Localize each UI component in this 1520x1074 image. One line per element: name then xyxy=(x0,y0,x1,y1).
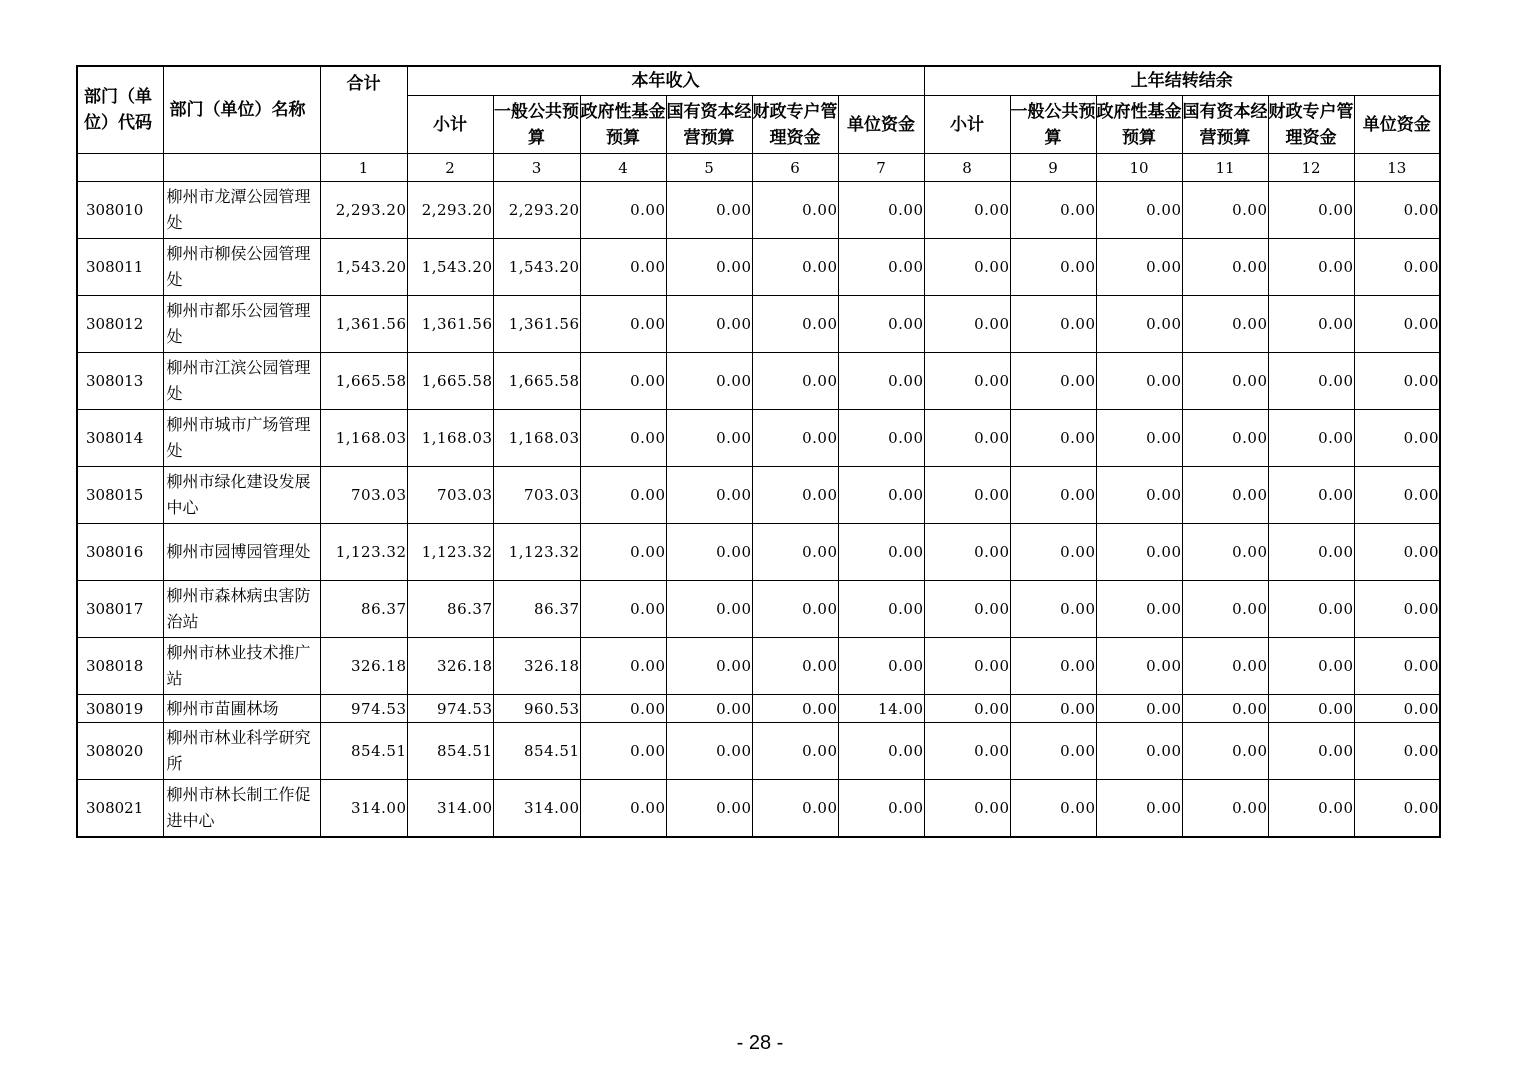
amount-cell-col-1: 1,168.03 xyxy=(320,410,407,467)
amount-cell-col-12: 0.00 xyxy=(1268,467,1354,524)
dept-code-cell: 308018 xyxy=(77,638,163,695)
amount-cell-col-13: 0.00 xyxy=(1354,353,1440,410)
amount-cell-col-2: 854.51 xyxy=(407,723,493,780)
header-prior-col-4: 国有资本经营预算 xyxy=(1182,96,1268,154)
header-number-blank-code xyxy=(163,154,320,182)
amount-cell-col-13: 0.00 xyxy=(1354,182,1440,239)
column-number-12: 12 xyxy=(1268,154,1354,182)
table-header xyxy=(77,66,1440,182)
table-row xyxy=(77,581,1440,638)
amount-cell-col-9: 0.00 xyxy=(1010,581,1096,638)
dept-code-cell: 308016 xyxy=(77,524,163,581)
amount-cell-col-10: 0.00 xyxy=(1096,723,1182,780)
amount-cell-col-2: 1,543.20 xyxy=(407,239,493,296)
amount-cell-col-2: 1,361.56 xyxy=(407,296,493,353)
table-row xyxy=(77,353,1440,410)
dept-name-cell: 柳州市龙潭公园管理处 xyxy=(163,182,320,239)
amount-cell-col-9: 0.00 xyxy=(1010,353,1096,410)
amount-cell-col-7: 0.00 xyxy=(838,182,924,239)
amount-cell-col-3: 86.37 xyxy=(493,581,580,638)
header-current-col-6: 单位资金 xyxy=(838,96,924,154)
table-row xyxy=(77,638,1440,695)
amount-cell-col-12: 0.00 xyxy=(1268,638,1354,695)
column-number-6: 6 xyxy=(752,154,838,182)
dept-code-cell: 308014 xyxy=(77,410,163,467)
amount-cell-col-6: 0.00 xyxy=(752,581,838,638)
amount-cell-col-5: 0.00 xyxy=(666,182,752,239)
amount-cell-col-8: 0.00 xyxy=(924,182,1010,239)
amount-cell-col-4: 0.00 xyxy=(580,638,666,695)
amount-cell-col-5: 0.00 xyxy=(666,581,752,638)
amount-cell-col-10: 0.00 xyxy=(1096,524,1182,581)
amount-cell-col-11: 0.00 xyxy=(1182,780,1268,838)
amount-cell-col-7: 0.00 xyxy=(838,296,924,353)
amount-cell-col-5: 0.00 xyxy=(666,410,752,467)
amount-cell-col-13: 0.00 xyxy=(1354,695,1440,723)
amount-cell-col-11: 0.00 xyxy=(1182,695,1268,723)
amount-cell-col-12: 0.00 xyxy=(1268,524,1354,581)
table-row xyxy=(77,723,1440,780)
amount-cell-col-8: 0.00 xyxy=(924,410,1010,467)
amount-cell-col-8: 0.00 xyxy=(924,239,1010,296)
header-current-col-3: 政府性基金预算 xyxy=(580,96,666,154)
amount-cell-col-1: 1,665.58 xyxy=(320,353,407,410)
amount-cell-col-11: 0.00 xyxy=(1182,296,1268,353)
amount-cell-col-5: 0.00 xyxy=(666,638,752,695)
amount-cell-col-13: 0.00 xyxy=(1354,467,1440,524)
column-number-9: 9 xyxy=(1010,154,1096,182)
amount-cell-col-3: 2,293.20 xyxy=(493,182,580,239)
amount-cell-col-8: 0.00 xyxy=(924,723,1010,780)
amount-cell-col-11: 0.00 xyxy=(1182,353,1268,410)
amount-cell-col-4: 0.00 xyxy=(580,182,666,239)
amount-cell-col-5: 0.00 xyxy=(666,296,752,353)
amount-cell-col-2: 1,665.58 xyxy=(407,353,493,410)
amount-cell-col-5: 0.00 xyxy=(666,723,752,780)
table-row xyxy=(77,410,1440,467)
amount-cell-col-6: 0.00 xyxy=(752,638,838,695)
dept-name-cell: 柳州市林业科学研究所 xyxy=(163,723,320,780)
dept-name-cell: 柳州市都乐公园管理处 xyxy=(163,296,320,353)
amount-cell-col-3: 1,168.03 xyxy=(493,410,580,467)
amount-cell-col-2: 2,293.20 xyxy=(407,182,493,239)
dept-code-cell: 308011 xyxy=(77,239,163,296)
column-number-7: 7 xyxy=(838,154,924,182)
amount-cell-col-7: 0.00 xyxy=(838,638,924,695)
amount-cell-col-7: 14.00 xyxy=(838,695,924,723)
dept-code-cell: 308021 xyxy=(77,780,163,838)
header-current-col-2: 一般公共预算 xyxy=(493,96,580,154)
header-dept-name: 部门（单位）名称 xyxy=(163,66,320,154)
amount-cell-col-6: 0.00 xyxy=(752,182,838,239)
amount-cell-col-3: 326.18 xyxy=(493,638,580,695)
amount-cell-col-3: 1,123.32 xyxy=(493,524,580,581)
header-total: 合计 xyxy=(320,66,407,154)
amount-cell-col-5: 0.00 xyxy=(666,695,752,723)
amount-cell-col-12: 0.00 xyxy=(1268,182,1354,239)
amount-cell-col-3: 703.03 xyxy=(493,467,580,524)
amount-cell-col-4: 0.00 xyxy=(580,239,666,296)
dept-code-cell: 308013 xyxy=(77,353,163,410)
amount-cell-col-13: 0.00 xyxy=(1354,780,1440,838)
amount-cell-col-7: 0.00 xyxy=(838,581,924,638)
amount-cell-col-10: 0.00 xyxy=(1096,239,1182,296)
amount-cell-col-11: 0.00 xyxy=(1182,723,1268,780)
amount-cell-col-2: 974.53 xyxy=(407,695,493,723)
amount-cell-col-11: 0.00 xyxy=(1182,638,1268,695)
amount-cell-col-6: 0.00 xyxy=(752,239,838,296)
amount-cell-col-13: 0.00 xyxy=(1354,638,1440,695)
column-number-4: 4 xyxy=(580,154,666,182)
amount-cell-col-4: 0.00 xyxy=(580,524,666,581)
amount-cell-col-10: 0.00 xyxy=(1096,638,1182,695)
table-row xyxy=(77,695,1440,723)
header-number-blank-name xyxy=(77,154,163,182)
amount-cell-col-2: 703.03 xyxy=(407,467,493,524)
amount-cell-col-11: 0.00 xyxy=(1182,239,1268,296)
amount-cell-col-13: 0.00 xyxy=(1354,239,1440,296)
amount-cell-col-1: 854.51 xyxy=(320,723,407,780)
dept-name-cell: 柳州市绿化建设发展中心 xyxy=(163,467,320,524)
header-dept-code: 部门（单位）代码 xyxy=(77,66,163,154)
column-number-3: 3 xyxy=(493,154,580,182)
amount-cell-col-9: 0.00 xyxy=(1010,695,1096,723)
amount-cell-col-13: 0.00 xyxy=(1354,410,1440,467)
amount-cell-col-4: 0.00 xyxy=(580,723,666,780)
dept-name-cell: 柳州市林长制工作促进中心 xyxy=(163,780,320,838)
table-row xyxy=(77,182,1440,239)
amount-cell-col-9: 0.00 xyxy=(1010,239,1096,296)
dept-code-cell: 308010 xyxy=(77,182,163,239)
header-group-current-year: 本年收入 xyxy=(407,66,924,96)
table-row xyxy=(77,524,1440,581)
amount-cell-col-8: 0.00 xyxy=(924,780,1010,838)
amount-cell-col-1: 326.18 xyxy=(320,638,407,695)
dept-name-cell: 柳州市园博园管理处 xyxy=(163,524,320,581)
header-prior-col-6: 单位资金 xyxy=(1354,96,1440,154)
header-prior-col-1: 小计 xyxy=(924,96,1010,154)
amount-cell-col-3: 1,665.58 xyxy=(493,353,580,410)
dept-name-cell: 柳州市柳侯公园管理处 xyxy=(163,239,320,296)
amount-cell-col-7: 0.00 xyxy=(838,780,924,838)
amount-cell-col-8: 0.00 xyxy=(924,581,1010,638)
amount-cell-col-2: 1,123.32 xyxy=(407,524,493,581)
amount-cell-col-7: 0.00 xyxy=(838,410,924,467)
amount-cell-col-6: 0.00 xyxy=(752,695,838,723)
column-number-5: 5 xyxy=(666,154,752,182)
amount-cell-col-1: 2,293.20 xyxy=(320,182,407,239)
amount-cell-col-2: 86.37 xyxy=(407,581,493,638)
amount-cell-col-3: 314.00 xyxy=(493,780,580,838)
amount-cell-col-4: 0.00 xyxy=(580,695,666,723)
amount-cell-col-2: 326.18 xyxy=(407,638,493,695)
amount-cell-col-1: 1,361.56 xyxy=(320,296,407,353)
table-row xyxy=(77,780,1440,838)
amount-cell-col-10: 0.00 xyxy=(1096,296,1182,353)
amount-cell-col-10: 0.00 xyxy=(1096,581,1182,638)
header-current-col-4: 国有资本经营预算 xyxy=(666,96,752,154)
dept-name-cell: 柳州市森林病虫害防治站 xyxy=(163,581,320,638)
dept-name-cell: 柳州市林业技术推广站 xyxy=(163,638,320,695)
header-current-col-5: 财政专户管理资金 xyxy=(752,96,838,154)
amount-cell-col-12: 0.00 xyxy=(1268,780,1354,838)
table-body xyxy=(77,182,1440,838)
amount-cell-col-10: 0.00 xyxy=(1096,353,1182,410)
amount-cell-col-5: 0.00 xyxy=(666,467,752,524)
table-row xyxy=(77,296,1440,353)
dept-code-cell: 308012 xyxy=(77,296,163,353)
amount-cell-col-1: 1,123.32 xyxy=(320,524,407,581)
table-row xyxy=(77,239,1440,296)
dept-code-cell: 308015 xyxy=(77,467,163,524)
header-prior-col-2: 一般公共预算 xyxy=(1010,96,1096,154)
column-number-11: 11 xyxy=(1182,154,1268,182)
dept-name-cell: 柳州市苗圃林场 xyxy=(163,695,320,723)
amount-cell-col-9: 0.00 xyxy=(1010,182,1096,239)
amount-cell-col-1: 314.00 xyxy=(320,780,407,838)
amount-cell-col-11: 0.00 xyxy=(1182,410,1268,467)
amount-cell-col-6: 0.00 xyxy=(752,410,838,467)
amount-cell-col-9: 0.00 xyxy=(1010,638,1096,695)
amount-cell-col-6: 0.00 xyxy=(752,723,838,780)
amount-cell-col-11: 0.00 xyxy=(1182,581,1268,638)
amount-cell-col-3: 1,361.56 xyxy=(493,296,580,353)
dept-code-cell: 308020 xyxy=(77,723,163,780)
column-number-8: 8 xyxy=(924,154,1010,182)
amount-cell-col-6: 0.00 xyxy=(752,353,838,410)
amount-cell-col-1: 703.03 xyxy=(320,467,407,524)
amount-cell-col-13: 0.00 xyxy=(1354,581,1440,638)
amount-cell-col-8: 0.00 xyxy=(924,296,1010,353)
amount-cell-col-7: 0.00 xyxy=(838,524,924,581)
amount-cell-col-4: 0.00 xyxy=(580,296,666,353)
amount-cell-col-7: 0.00 xyxy=(838,467,924,524)
amount-cell-col-13: 0.00 xyxy=(1354,723,1440,780)
amount-cell-col-7: 0.00 xyxy=(838,723,924,780)
header-prior-col-5: 财政专户管理资金 xyxy=(1268,96,1354,154)
header-column-numbers-row xyxy=(77,154,1440,182)
budget-table xyxy=(76,65,1441,838)
amount-cell-col-13: 0.00 xyxy=(1354,296,1440,353)
header-current-col-1: 小计 xyxy=(407,96,493,154)
dept-code-cell: 308019 xyxy=(77,695,163,723)
amount-cell-col-10: 0.00 xyxy=(1096,780,1182,838)
amount-cell-col-8: 0.00 xyxy=(924,695,1010,723)
amount-cell-col-2: 314.00 xyxy=(407,780,493,838)
table-row xyxy=(77,467,1440,524)
amount-cell-col-5: 0.00 xyxy=(666,353,752,410)
amount-cell-col-12: 0.00 xyxy=(1268,239,1354,296)
amount-cell-col-6: 0.00 xyxy=(752,467,838,524)
amount-cell-col-12: 0.00 xyxy=(1268,296,1354,353)
amount-cell-col-10: 0.00 xyxy=(1096,695,1182,723)
amount-cell-col-6: 0.00 xyxy=(752,780,838,838)
dept-name-cell: 柳州市江滨公园管理处 xyxy=(163,353,320,410)
amount-cell-col-8: 0.00 xyxy=(924,524,1010,581)
amount-cell-col-1: 974.53 xyxy=(320,695,407,723)
amount-cell-col-2: 1,168.03 xyxy=(407,410,493,467)
amount-cell-col-4: 0.00 xyxy=(580,467,666,524)
amount-cell-col-9: 0.00 xyxy=(1010,524,1096,581)
amount-cell-col-12: 0.00 xyxy=(1268,723,1354,780)
page-number: - 28 - xyxy=(736,1032,784,1054)
amount-cell-col-9: 0.00 xyxy=(1010,723,1096,780)
column-number-13: 13 xyxy=(1354,154,1440,182)
amount-cell-col-10: 0.00 xyxy=(1096,182,1182,239)
amount-cell-col-12: 0.00 xyxy=(1268,695,1354,723)
amount-cell-col-8: 0.00 xyxy=(924,353,1010,410)
amount-cell-col-9: 0.00 xyxy=(1010,780,1096,838)
amount-cell-col-12: 0.00 xyxy=(1268,410,1354,467)
amount-cell-col-6: 0.00 xyxy=(752,296,838,353)
amount-cell-col-4: 0.00 xyxy=(580,581,666,638)
dept-code-cell: 308017 xyxy=(77,581,163,638)
column-number-10: 10 xyxy=(1096,154,1182,182)
amount-cell-col-10: 0.00 xyxy=(1096,410,1182,467)
amount-cell-col-7: 0.00 xyxy=(838,353,924,410)
amount-cell-col-9: 0.00 xyxy=(1010,296,1096,353)
amount-cell-col-12: 0.00 xyxy=(1268,353,1354,410)
header-prior-col-3: 政府性基金预算 xyxy=(1096,96,1182,154)
amount-cell-col-9: 0.00 xyxy=(1010,410,1096,467)
column-number-2: 2 xyxy=(407,154,493,182)
amount-cell-col-11: 0.00 xyxy=(1182,182,1268,239)
amount-cell-col-13: 0.00 xyxy=(1354,524,1440,581)
amount-cell-col-8: 0.00 xyxy=(924,638,1010,695)
amount-cell-col-11: 0.00 xyxy=(1182,467,1268,524)
amount-cell-col-3: 960.53 xyxy=(493,695,580,723)
amount-cell-col-3: 854.51 xyxy=(493,723,580,780)
dept-name-cell: 柳州市城市广场管理处 xyxy=(163,410,320,467)
amount-cell-col-5: 0.00 xyxy=(666,239,752,296)
amount-cell-col-5: 0.00 xyxy=(666,524,752,581)
column-number-1: 1 xyxy=(320,154,407,182)
amount-cell-col-1: 1,543.20 xyxy=(320,239,407,296)
amount-cell-col-5: 0.00 xyxy=(666,780,752,838)
amount-cell-col-12: 0.00 xyxy=(1268,581,1354,638)
amount-cell-col-10: 0.00 xyxy=(1096,467,1182,524)
amount-cell-col-3: 1,543.20 xyxy=(493,239,580,296)
amount-cell-col-4: 0.00 xyxy=(580,353,666,410)
amount-cell-col-1: 86.37 xyxy=(320,581,407,638)
amount-cell-col-4: 0.00 xyxy=(580,410,666,467)
header-group-prior-year: 上年结转结余 xyxy=(924,66,1440,96)
amount-cell-col-8: 0.00 xyxy=(924,467,1010,524)
amount-cell-col-11: 0.00 xyxy=(1182,524,1268,581)
amount-cell-col-4: 0.00 xyxy=(580,780,666,838)
amount-cell-col-7: 0.00 xyxy=(838,239,924,296)
amount-cell-col-6: 0.00 xyxy=(752,524,838,581)
amount-cell-col-9: 0.00 xyxy=(1010,467,1096,524)
